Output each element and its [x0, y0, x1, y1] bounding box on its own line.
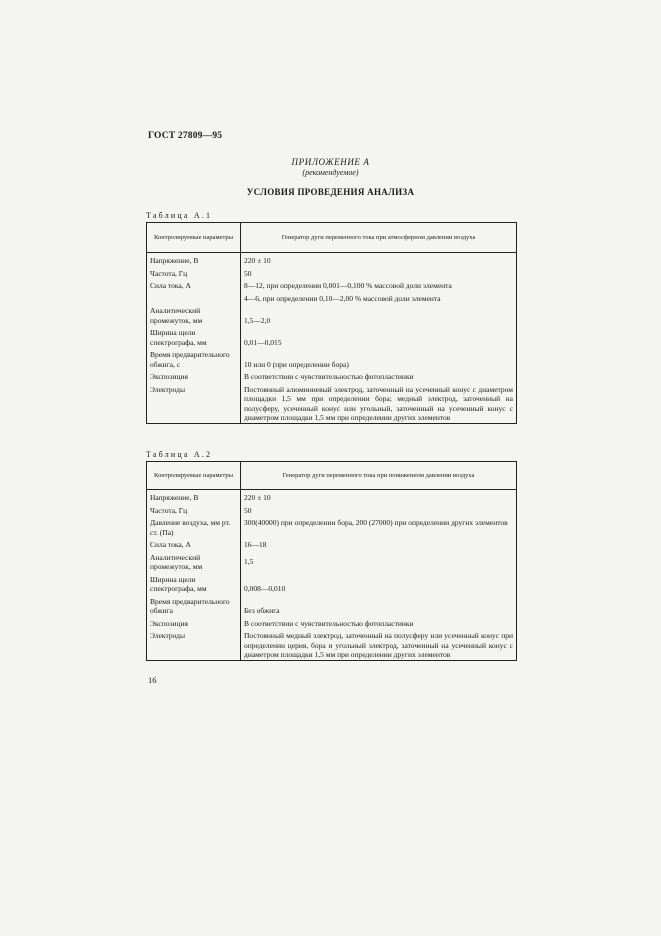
table-a2	[146, 461, 517, 661]
table-row	[147, 503, 517, 516]
table-row	[147, 537, 517, 550]
value-line: 8—12, при определении 0,001—0,100 % массовой доли элемента	[244, 281, 452, 290]
value-cell: 220 ± 10	[241, 490, 517, 503]
value-cell: Постоянный алюминиевый электрод, заточенный на усеченный конус с диаметром площадки 1,5 мм при определении бора; медный электрод, заточенный на полусферу, усеченный конус или угольный, заточенный на усеченный конус с диаметром площадки 1,5 мм при определении других элементов	[241, 382, 517, 424]
table-a1-caption: Таблица А.1	[146, 211, 213, 220]
table-row	[147, 616, 517, 629]
param-cell: Сила тока, А	[147, 537, 241, 550]
table-row	[147, 515, 517, 537]
value-cell: 220 ± 10	[241, 253, 517, 266]
page-number: 16	[148, 675, 157, 685]
param-cell: Напряжение, В	[147, 490, 241, 503]
value-cell: 300(40000) при определении бора, 200 (27000) при определении других элементов	[241, 515, 517, 537]
table-a1	[146, 222, 517, 424]
value-cell: Без обжига	[241, 594, 517, 616]
table-row	[147, 278, 517, 303]
table-row	[147, 628, 517, 660]
param-cell: Ширина щели спектрографа, мм	[147, 572, 241, 594]
value-cell: В соответствии с чувствительностью фотопластинки	[241, 616, 517, 629]
table-row	[147, 253, 517, 266]
value-cell: Постоянный медный электрод, заточенный на полусферу или усеченный конус при определении церия, бора и угольный электрод, заточенный на усеченный конус с диаметром площадки 1,5 мм при определении других элементов	[241, 628, 517, 660]
param-cell: Время предварительного обжига, с	[147, 347, 241, 369]
value-cell: 50	[241, 266, 517, 279]
param-cell: Напряжение, В	[147, 253, 241, 266]
table-row	[147, 550, 517, 572]
param-cell: Частота, Гц	[147, 266, 241, 279]
value-cell	[241, 278, 517, 303]
table-a1-header-params: Контролируемые параметры	[147, 223, 241, 253]
table-row	[147, 594, 517, 616]
value-cell: 16—18	[241, 537, 517, 550]
table-row	[147, 490, 517, 503]
table-row	[147, 266, 517, 279]
appendix-subtitle: (рекомендуемое)	[302, 168, 359, 177]
param-cell: Аналитический промежуток, мм	[147, 550, 241, 572]
param-cell: Электроды	[147, 382, 241, 424]
param-cell: Экспозиция	[147, 369, 241, 382]
param-cell: Электроды	[147, 628, 241, 660]
table-row	[147, 382, 517, 424]
table-row	[147, 572, 517, 594]
param-cell: Время предварительного обжига	[147, 594, 241, 616]
param-cell: Экспозиция	[147, 616, 241, 629]
section-title: УСЛОВИЯ ПРОВЕДЕНИЯ АНАЛИЗА	[246, 187, 415, 197]
table-row	[147, 325, 517, 347]
param-cell: Сила тока, А	[147, 278, 241, 303]
param-cell: Давление воздуха, мм рт. ст. (Па)	[147, 515, 241, 537]
value-cell: 1,5	[241, 550, 517, 572]
document-code: ГОСТ 27809—95	[148, 131, 223, 141]
value-line: 4—6, при определении 0,10—2,00 % массовой доли элемента	[244, 293, 441, 303]
value-cell: 0,01—0,015	[241, 325, 517, 347]
param-cell: Ширина щели спектрографа, мм	[147, 325, 241, 347]
table-a2-header-values: Генератор дуги переменного тока при пониженном давлении воздуха	[241, 462, 517, 490]
table-row	[147, 303, 517, 325]
value-cell: 1,5—2,0	[241, 303, 517, 325]
param-cell: Аналитический промежуток, мм	[147, 303, 241, 325]
param-cell: Частота, Гц	[147, 503, 241, 516]
table-row	[147, 347, 517, 369]
value-cell: В соответствии с чувствительностью фотопластинки	[241, 369, 517, 382]
value-cell: 0,008—0,010	[241, 572, 517, 594]
table-a2-header-params: Контролируемые параметры	[147, 462, 241, 490]
table-a1-header-values: Генератор дуги переменного тока при атмосферном давлении воздуха	[241, 223, 517, 253]
table-row	[147, 369, 517, 382]
table-a2-caption: Таблица А.2	[146, 450, 213, 459]
value-cell: 10 или 0 (при определении бора)	[241, 347, 517, 369]
appendix-title: ПРИЛОЖЕНИЕ А	[291, 157, 370, 167]
value-cell: 50	[241, 503, 517, 516]
